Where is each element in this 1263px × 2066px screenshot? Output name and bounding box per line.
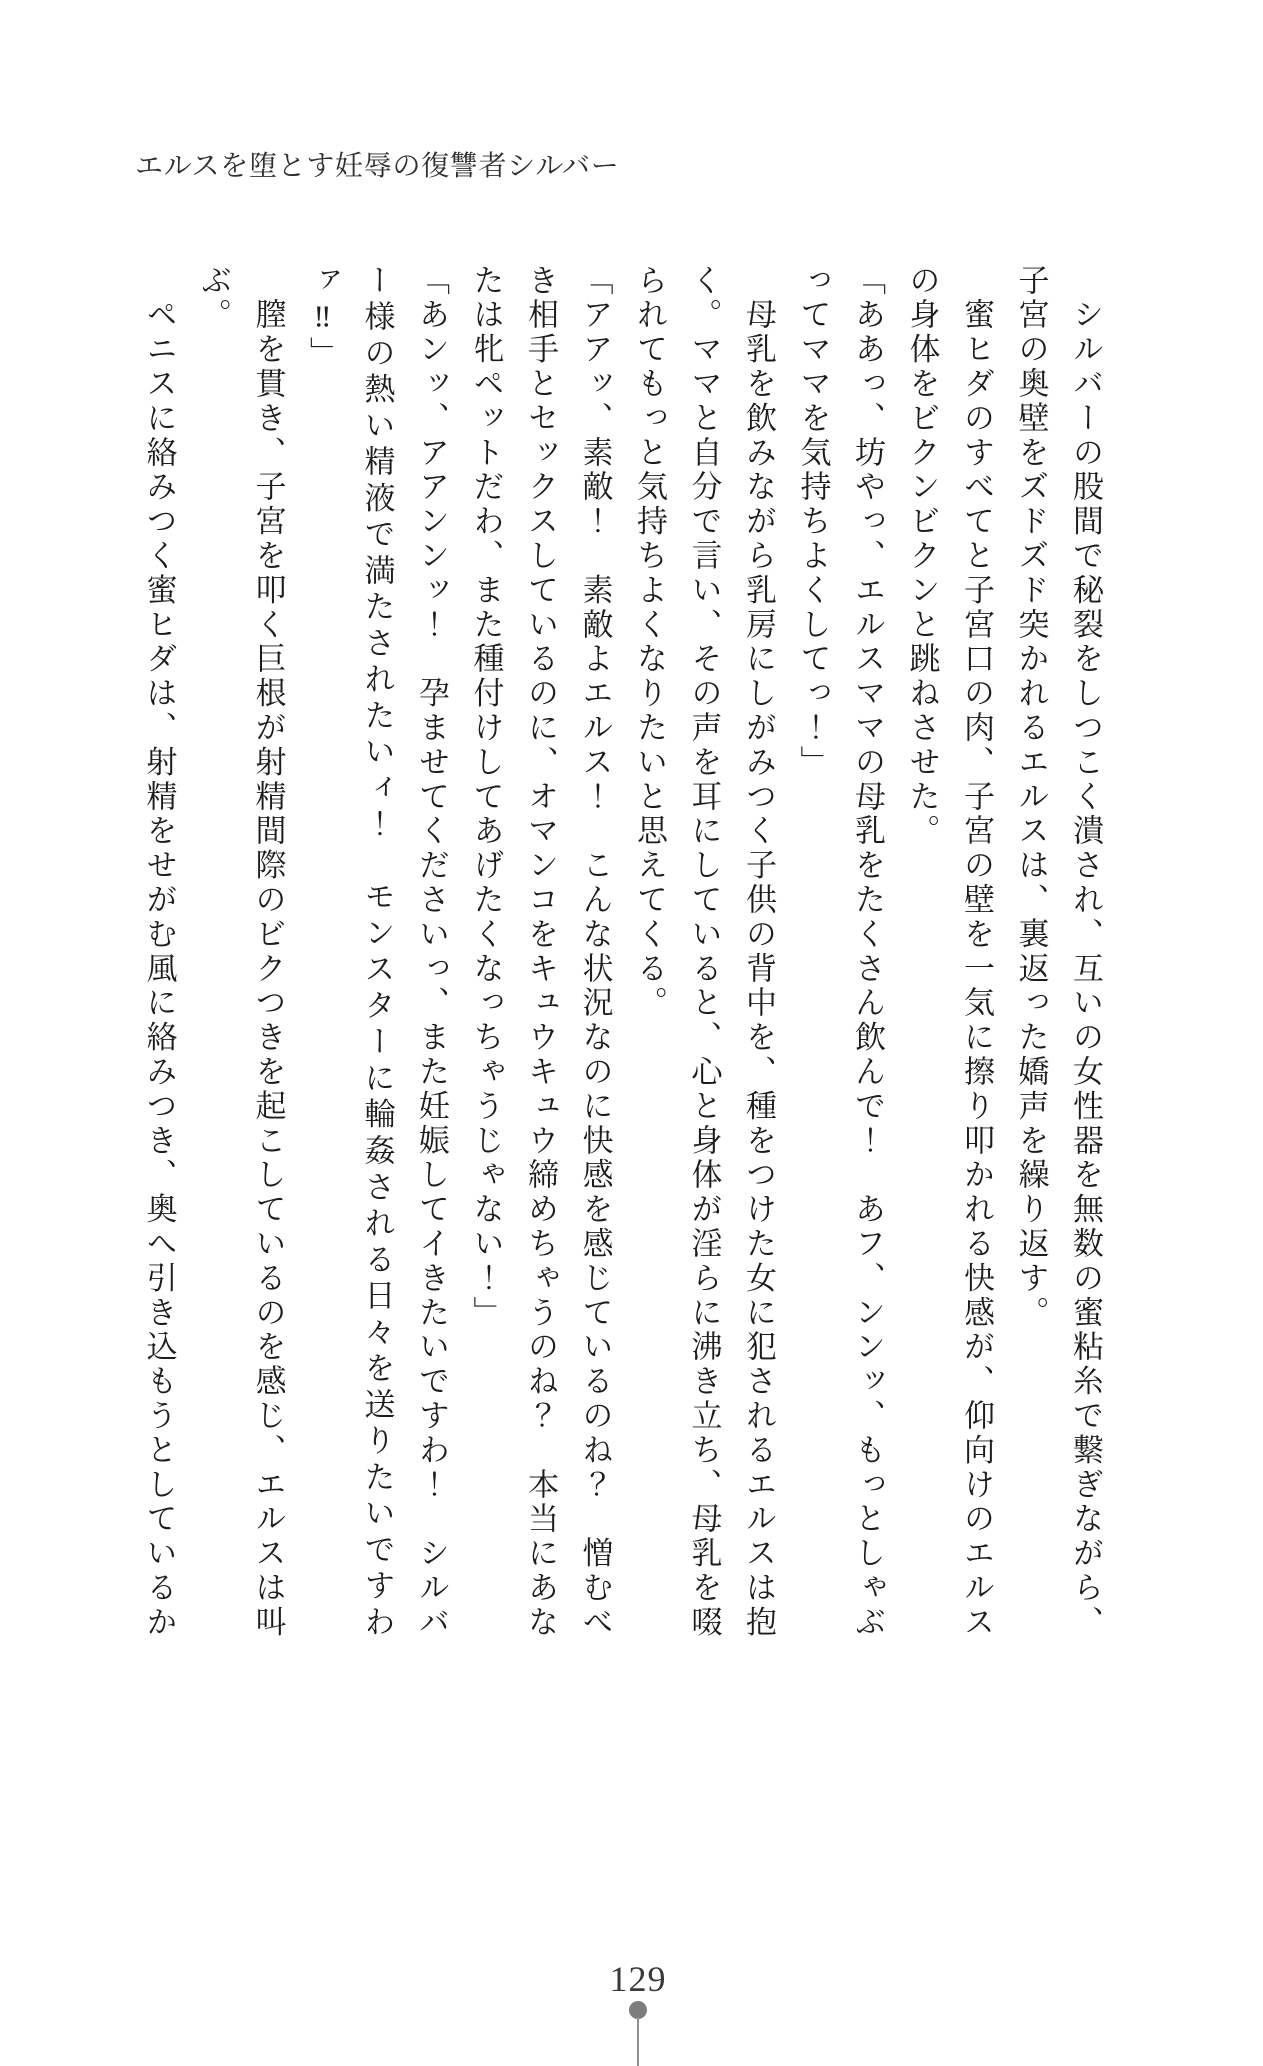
text-column: の身体をビクンビクンと跳ねさせた。 [904,264,940,849]
folio-ornament-line [637,2017,639,2066]
text-column: 子宮の奥壁をズドズド突かれるエルスは、裏返った嬌声を繰り返す。 [1013,264,1049,1331]
body-text-block [131,264,1112,1640]
text-column: ー様の熱い精液で満たされたいィ！ モンスターに輪姦される日々を送りたいですわ [359,264,395,1640]
text-column: 蜜ヒダのすべてと子宮口の肉、子宮の壁を一気に擦り叩かれる快感が、仰向けのエルス [959,264,994,1640]
text-column: 「ああっ、坊やっ、エルスママの母乳をたくさん飲んで！ あフ、ンンッ、もっとしゃぶ [850,264,885,1640]
text-column: く。ママと自分で言い、その声を耳にしていると、心と身体が淫らに沸き立ち、母乳を啜 [686,264,722,1640]
text-column: ってママを気持ちよくしてっ！」 [795,264,831,780]
text-column: 「あンッ、アアンンッ！ 孕ませてくださいっ、また妊娠してイきたいですわ！ シルバ [414,264,449,1640]
text-column: られてもっと気持ちよくなりたいと思えてくる。 [632,264,667,1021]
text-column: 「アアッ、素敵！ 素敵よエルス！ こんな状況なのに快感を感じているのね？ 憎むべ [577,264,613,1640]
text-column: シルバーの股間で秘裂をしつこく潰され、互いの女性器を無数の蜜粘糸で繋ぎながら、 [1068,264,1103,1640]
text-column: ペニスに絡みつく蜜ヒダは、射精をせがむ風に絡みつき、奥へ引き込もうとしているか [141,264,177,1640]
text-column: き相手とセックスしているのに、オマンコをキュウキュウ締めちゃうのね？ 本当にあな [523,264,558,1640]
text-column: たは牝ペットだわ、また種付けしてあげたくなっちゃうじゃない！」 [468,264,504,1331]
running-head-title: エルスを堕とす妊辱の復讐者シルバー [135,151,620,182]
text-column: ぶ。 [196,264,231,333]
text-column: 膣を貫き、子宮を叩く巨根が射精間際のビクつきを起こしているのを感じ、エルスは叫 [250,264,286,1640]
page-number: 129 [609,1959,667,1999]
text-column: 母乳を飲みながら乳房にしがみつく子供の背中を、種をつけた女に犯されるエルスは抱 [741,264,776,1640]
text-column: ァ‼」 [305,264,340,372]
